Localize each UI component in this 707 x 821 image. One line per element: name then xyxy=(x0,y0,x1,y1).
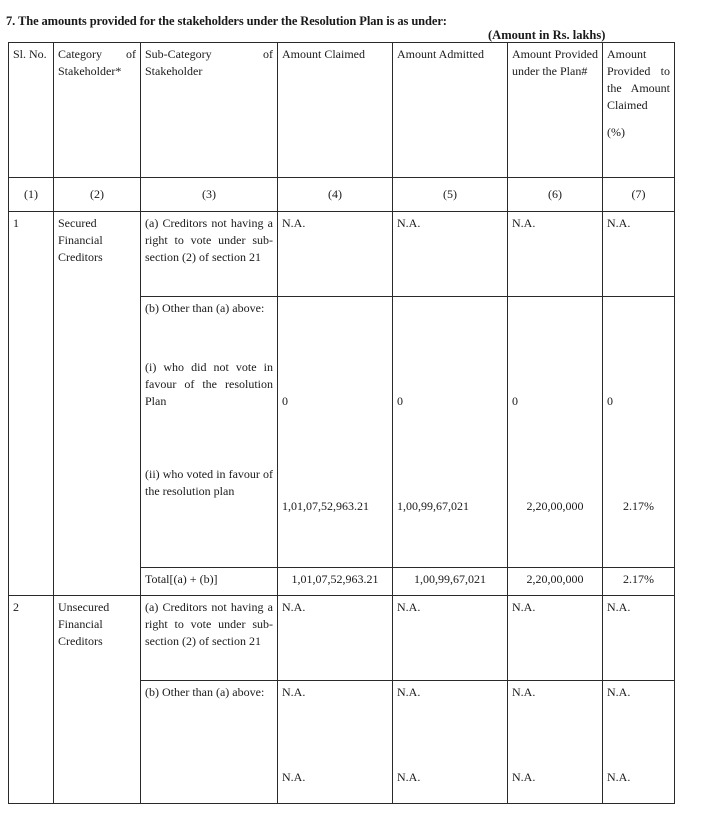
secured-sub-b-label: (b) Other than (a) above: xyxy=(145,301,265,315)
secured-sl-no: 1 xyxy=(9,212,54,596)
stakeholder-amounts-table xyxy=(8,42,675,804)
secured-b-ii-admitted: 1,00,99,67,021 xyxy=(397,499,469,513)
header-amount-provided-pct xyxy=(603,43,675,178)
header-amount-provided-pct-label: Amount Provided to the Amount Claimed xyxy=(607,47,670,112)
secured-sub-b xyxy=(141,297,278,568)
header-amount-provided: Amount Provided under the Plan# xyxy=(508,43,603,178)
header-amount-claimed: Amount Claimed xyxy=(278,43,393,178)
col-num-2: (2) xyxy=(54,178,141,212)
section-heading: 7. The amounts provided for the stakeholders under the Resolution Plan is as under: xyxy=(6,14,447,28)
secured-sub-a: (a) Creditors not having a right to vote under sub-section (2) of section 21 xyxy=(141,212,278,297)
secured-sub-b-i: (i) who did not vote in favour of the resolution Plan xyxy=(145,360,273,408)
secured-b-ii-pct: 2.17% xyxy=(623,499,654,513)
unsecured-sl-no: 2 xyxy=(9,596,54,804)
unsecured-b-claimed-cell xyxy=(278,681,393,804)
secured-total-label: Total[(a) + (b)] xyxy=(141,568,278,596)
secured-total-admitted: 1,00,99,67,021 xyxy=(393,568,508,596)
unsecured-sub-b: (b) Other than (a) above: xyxy=(141,681,278,804)
secured-sub-b-ii: (ii) who voted in favour of the resolution plan xyxy=(145,467,273,498)
unsecured-b-provided: N.A. xyxy=(512,685,536,699)
col-num-7: (7) xyxy=(603,178,675,212)
unsecured-a-provided: N.A. xyxy=(508,596,603,681)
secured-b-i-claimed: 0 xyxy=(282,394,288,408)
unsecured-a-admitted: N.A. xyxy=(393,596,508,681)
unsecured-b-admitted-cell xyxy=(393,681,508,804)
unsecured-category: Unsecured Financial Creditors xyxy=(54,596,141,804)
secured-b-ii-provided: 2,20,00,000 xyxy=(526,499,584,513)
secured-b-i-admitted: 0 xyxy=(397,394,403,408)
unsecured-b-provided-2: N.A. xyxy=(512,770,536,784)
unsecured-b-pct-cell xyxy=(603,681,675,804)
col-num-6: (6) xyxy=(508,178,603,212)
unsecured-a-claimed: N.A. xyxy=(278,596,393,681)
secured-b-provided xyxy=(508,297,603,568)
unsecured-b-pct-2: N.A. xyxy=(607,770,631,784)
column-number-row xyxy=(9,178,675,212)
unsecured-b-claimed-2: N.A. xyxy=(282,770,306,784)
header-category: Category of Stakeholder* xyxy=(54,43,141,178)
col-num-1: (1) xyxy=(9,178,54,212)
unsecured-b-admitted-2: N.A. xyxy=(397,770,421,784)
unsecured-row-a xyxy=(9,596,675,681)
secured-b-i-provided: 0 xyxy=(512,394,518,408)
unsecured-a-pct: N.A. xyxy=(603,596,675,681)
secured-b-admitted xyxy=(393,297,508,568)
secured-b-pct xyxy=(603,297,675,568)
unsecured-b-pct: N.A. xyxy=(607,685,631,699)
secured-b-ii-claimed: 1,01,07,52,963.21 xyxy=(282,499,369,513)
secured-total-provided: 2,20,00,000 xyxy=(508,568,603,596)
header-row xyxy=(9,43,675,178)
secured-category: Secured Financial Creditors xyxy=(54,212,141,596)
unsecured-b-provided-cell xyxy=(508,681,603,804)
secured-b-claimed xyxy=(278,297,393,568)
secured-row-a xyxy=(9,212,675,297)
col-num-4: (4) xyxy=(278,178,393,212)
unit-note: (Amount in Rs. lakhs) xyxy=(488,28,606,42)
unsecured-sub-a: (a) Creditors not having a right to vote under sub-section (2) of section 21 xyxy=(141,596,278,681)
col-num-5: (5) xyxy=(393,178,508,212)
secured-total-pct: 2.17% xyxy=(603,568,675,596)
unsecured-b-admitted: N.A. xyxy=(397,685,421,699)
secured-a-pct: N.A. xyxy=(603,212,675,297)
secured-total-claimed: 1,01,07,52,963.21 xyxy=(278,568,393,596)
header-sl-no: Sl. No. xyxy=(9,43,54,178)
secured-a-admitted: N.A. xyxy=(393,212,508,297)
secured-b-i-pct: 0 xyxy=(607,394,613,408)
header-sub-category: Sub-Category of Stakeholder xyxy=(141,43,278,178)
secured-a-claimed: N.A. xyxy=(278,212,393,297)
header-pct-unit: (%) xyxy=(607,125,625,139)
unsecured-b-claimed: N.A. xyxy=(282,685,306,699)
header-amount-admitted: Amount Admitted xyxy=(393,43,508,178)
secured-a-provided: N.A. xyxy=(508,212,603,297)
col-num-3: (3) xyxy=(141,178,278,212)
